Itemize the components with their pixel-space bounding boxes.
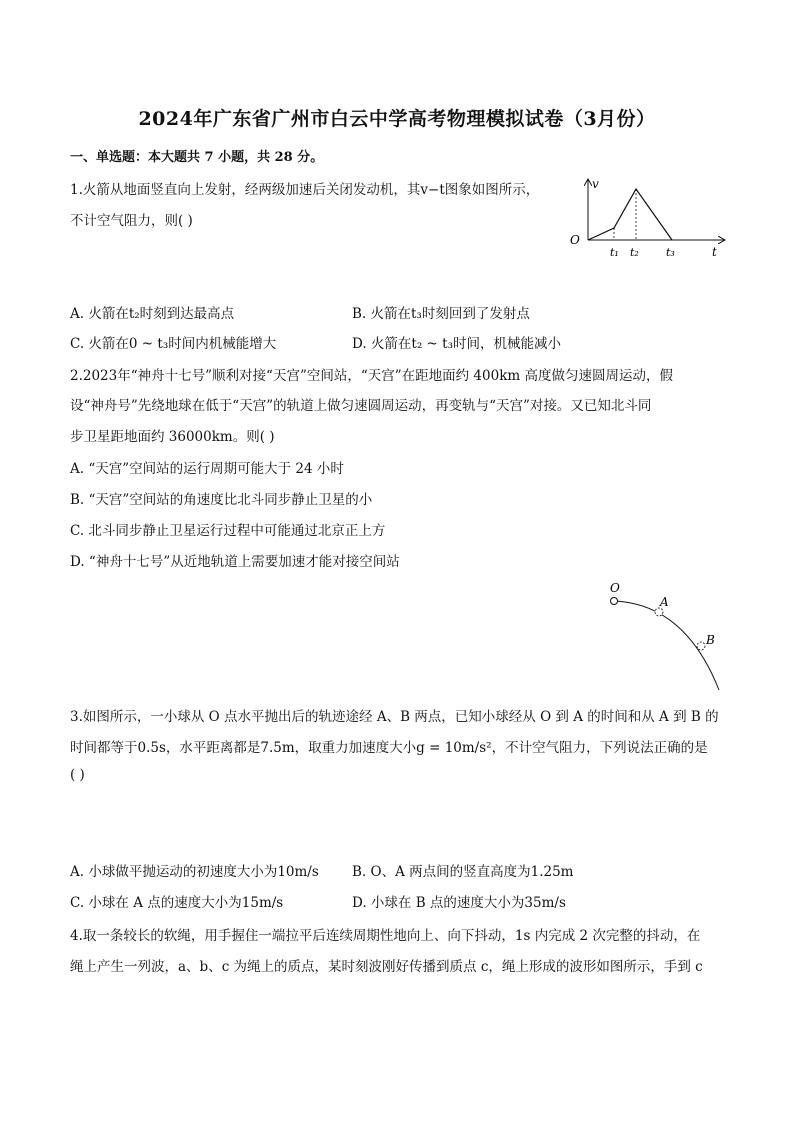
q1-option-c: C. 火箭在0 ~ t₃时间内机械能增大 xyxy=(70,336,277,352)
q3-line-1: 3.如图所示，一小球从 O 点水平抛出后的轨迹途经 A、B 两点，已知小球经从 O 到 A 的时间和从 A 到 B 的 xyxy=(70,709,719,725)
q2-option-a: A. “天宫”空间站的运行周期可能大于 24 小时 xyxy=(70,461,344,477)
q1-label-t2: t₂ xyxy=(630,246,639,259)
q1-option-a: A. 火箭在t₂时刻到达最高点 xyxy=(70,306,235,322)
q1-vt-curve xyxy=(588,189,672,240)
q3-point-a xyxy=(655,608,663,616)
q1-label-origin: O xyxy=(570,233,580,247)
q2-line-1: 2.2023年“神舟十七号”顺利对接“天宫”空间站，“天宫”在距地面约 400km 高度做匀速圆周运动，假 xyxy=(70,368,673,384)
q1-vt-graph xyxy=(566,176,726,262)
q2-option-c: C. 北斗同步静止卫星运行过程中可能通过北京正上方 xyxy=(70,523,386,539)
q1-line-1: 1.火箭从地面竖直向上发射，经两级加速后关闭发动机，其v−t图象如图所示， xyxy=(70,182,540,198)
q3-option-d: D. 小球在 B 点的速度大小为35m/s xyxy=(352,895,566,911)
q3-point-b xyxy=(697,642,705,650)
q1-option-b: B. 火箭在t₃时刻回到了发射点 xyxy=(352,306,530,322)
section-header: 一、单选题：本大题共 7 小题，共 28 分。 xyxy=(70,150,324,165)
q1-option-d: D. 火箭在t₂ ~ t₃时间，机械能减小 xyxy=(352,336,561,352)
q2-option-b: B. “天宫”空间站的角速度比北斗同步静止卫星的小 xyxy=(70,492,373,508)
q1-label-t: t xyxy=(712,245,717,259)
q2-option-d: D. “神舟十七号”从近地轨道上需要加速才能对接空间站 xyxy=(70,554,400,570)
q3-option-a: A. 小球做平抛运动的初速度大小为10m/s xyxy=(70,864,319,880)
q3-line-2: 时间都等于0.5s，水平距离都是7.5m，取重力加速度大小g = 10m/s²，不计空气阻力，下列说法正确的是 xyxy=(70,740,708,756)
q3-label-o: O xyxy=(610,581,620,595)
q2-line-3: 步卫星距地面约 36000km。则( ) xyxy=(70,429,275,445)
q4-line-2: 绳上产生一列波，a、b、c 为绳上的质点，某时刻波刚好传播到质点 c，绳上形成的波形如图所示，手到 c xyxy=(70,959,703,975)
q1-line-2: 不计空气阻力，则( ) xyxy=(70,213,193,229)
q1-label-t1: t₁ xyxy=(610,246,619,259)
q4-line-1: 4.取一条较长的软绳，用手握住一端拉平后连续周期性地向上、向下抖动，1s 内完成 2 次完整的抖动，在 xyxy=(70,928,701,944)
q3-line-3: ( ) xyxy=(70,767,85,783)
q1-label-v: v xyxy=(592,177,599,191)
q2-line-2: 设“神舟号”先绕地球在低于“天宫”的轨道上做匀速圆周运动，再变轨与“天宫”对接。又已知北斗同 xyxy=(70,398,652,414)
q3-option-c: C. 小球在 A 点的速度大小为15m/s xyxy=(70,895,284,911)
page-title: 2024年广东省广州市白云中学高考物理模拟试卷（3月份） xyxy=(138,108,656,130)
q3-label-a: A xyxy=(660,595,669,609)
q3-label-b: B xyxy=(706,633,715,647)
q3-option-b: B. O、A 两点间的竖直高度为1.25m xyxy=(352,864,574,880)
q1-label-t3: t₃ xyxy=(666,246,675,259)
q3-trajectory-figure xyxy=(600,578,730,696)
q3-point-o xyxy=(611,598,618,605)
